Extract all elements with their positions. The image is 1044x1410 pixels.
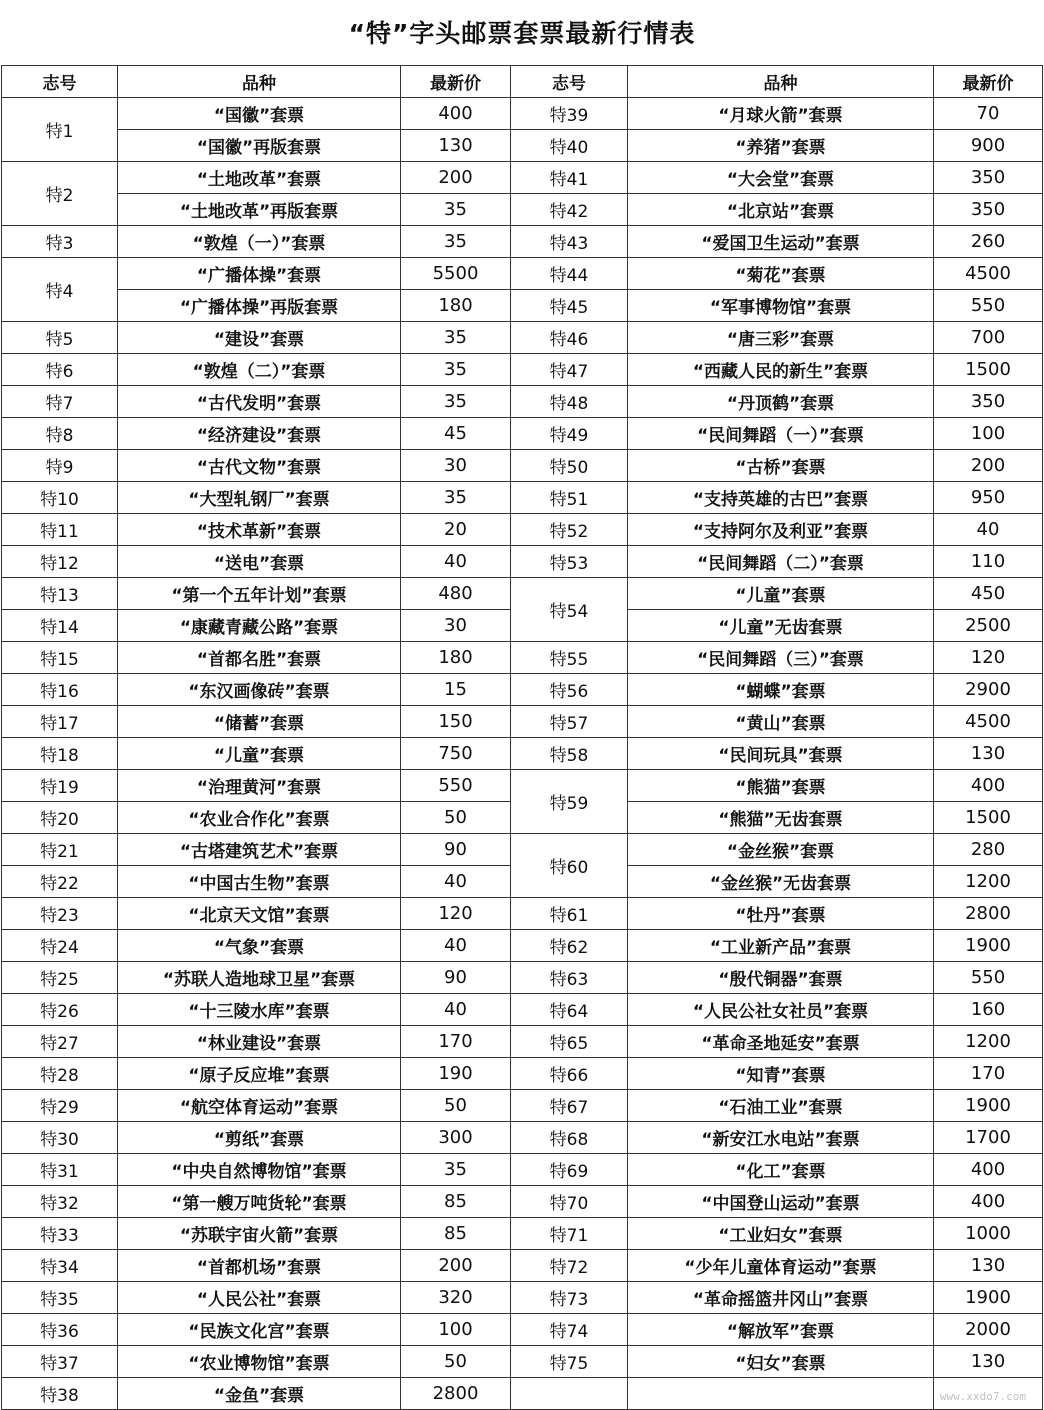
price-cell: 130	[401, 130, 511, 162]
stamp-name-cell: “北京天文馆”套票	[118, 898, 401, 930]
table-row	[2, 418, 1043, 450]
stamp-id-cell: 特66	[511, 1058, 628, 1090]
stamp-id-cell: 特55	[511, 642, 628, 674]
stamp-name-cell: “农业博物馆”套票	[118, 1346, 401, 1378]
stamp-id-cell: 特23	[2, 898, 118, 930]
stamp-id-cell: 特58	[511, 738, 628, 770]
stamp-id-cell: 特75	[511, 1346, 628, 1378]
price-cell: 350	[934, 194, 1043, 226]
stamp-id-cell: 特40	[511, 130, 628, 162]
price-cell: 120	[401, 898, 511, 930]
stamp-name-cell: “苏联人造地球卫星”套票	[118, 962, 401, 994]
stamp-name-cell: “解放军”套票	[628, 1314, 934, 1346]
stamp-name-cell: “蝴蝶”套票	[628, 674, 934, 706]
stamp-name-cell: “西藏人民的新生”套票	[628, 354, 934, 386]
stamp-name-cell: “敦煌（一）”套票	[118, 226, 401, 258]
price-cell: 1900	[934, 1282, 1043, 1314]
stamp-id-cell: 特65	[511, 1026, 628, 1058]
stamp-id-cell: 特33	[2, 1218, 118, 1250]
price-cell: 160	[934, 994, 1043, 1026]
price-cell: 130	[934, 738, 1043, 770]
stamp-name-cell: “广播体操”套票	[118, 258, 401, 290]
stamp-name-cell: “治理黄河”套票	[118, 770, 401, 802]
stamp-name-cell: “妇女”套票	[628, 1346, 934, 1378]
table-row	[2, 962, 1043, 994]
price-cell: 120	[934, 642, 1043, 674]
stamp-name-cell: “新安江水电站”套票	[628, 1122, 934, 1154]
stamp-name-cell: “革命圣地延安”套票	[628, 1026, 934, 1058]
header-id-right: 志号	[511, 66, 628, 98]
header-price-left: 最新价	[401, 66, 511, 98]
stamp-name-cell: “人民公社女社员”套票	[628, 994, 934, 1026]
table-row	[2, 898, 1043, 930]
stamp-id-cell: 特14	[2, 610, 118, 642]
stamp-name-cell: “支持阿尔及利亚”套票	[628, 514, 934, 546]
price-cell: 1200	[934, 1026, 1043, 1058]
price-cell: 70	[934, 98, 1043, 130]
table-row	[2, 194, 1043, 226]
price-cell: 40	[934, 514, 1043, 546]
price-cell: 1900	[934, 930, 1043, 962]
stamp-name-cell: “民间舞蹈（三）”套票	[628, 642, 934, 674]
price-cell: 35	[401, 386, 511, 418]
stamp-name-cell: “黄山”套票	[628, 706, 934, 738]
price-cell: 90	[401, 962, 511, 994]
stamp-id-cell: 特67	[511, 1090, 628, 1122]
price-cell: 20	[401, 514, 511, 546]
table-row	[2, 386, 1043, 418]
price-cell: 2000	[934, 1314, 1043, 1346]
stamp-name-cell: “民族文化宫”套票	[118, 1314, 401, 1346]
price-cell: 170	[401, 1026, 511, 1058]
stamp-id-cell: 特60	[511, 834, 628, 898]
price-cell: 350	[934, 162, 1043, 194]
price-cell: 1500	[934, 802, 1043, 834]
table-row	[2, 1282, 1043, 1314]
price-cell: 450	[934, 578, 1043, 610]
stamp-id-cell: 特61	[511, 898, 628, 930]
stamp-name-cell: “大会堂”套票	[628, 162, 934, 194]
table-row	[2, 1090, 1043, 1122]
stamp-id-cell: 特57	[511, 706, 628, 738]
table-row	[2, 834, 1043, 866]
stamp-name-cell: “金丝猴”无齿套票	[628, 866, 934, 898]
stamp-name-cell: “土地改革”套票	[118, 162, 401, 194]
stamp-id-cell: 特62	[511, 930, 628, 962]
table-row	[2, 738, 1043, 770]
stamp-name-cell: “送电”套票	[118, 546, 401, 578]
stamp-id-cell: 特20	[2, 802, 118, 834]
stamp-id-cell: 特51	[511, 482, 628, 514]
stamp-name-cell: “月球火箭”套票	[628, 98, 934, 130]
stamp-id-cell: 特64	[511, 994, 628, 1026]
table-row	[2, 994, 1043, 1026]
price-cell: 400	[401, 98, 511, 130]
stamp-id-cell: 特74	[511, 1314, 628, 1346]
header-row	[2, 66, 1043, 98]
price-cell: 45	[401, 418, 511, 450]
table-row	[2, 1122, 1043, 1154]
stamp-id-cell: 特49	[511, 418, 628, 450]
price-cell: 100	[401, 1314, 511, 1346]
price-cell: 400	[934, 770, 1043, 802]
stamp-name-cell: “广播体操”再版套票	[118, 290, 401, 322]
stamp-id-cell: 特30	[2, 1122, 118, 1154]
stamp-name-cell: “熊猫”套票	[628, 770, 934, 802]
table-row	[2, 1346, 1043, 1378]
table-row	[2, 98, 1043, 130]
stamp-name-cell: “中国登山运动”套票	[628, 1186, 934, 1218]
stamp-name-cell: “首都机场”套票	[118, 1250, 401, 1282]
table-row	[2, 1378, 1043, 1410]
stamp-name-cell: “儿童”套票	[118, 738, 401, 770]
price-cell: 200	[934, 450, 1043, 482]
stamp-name-cell: “支持英雄的古巴”套票	[628, 482, 934, 514]
price-cell: 35	[401, 322, 511, 354]
table-row	[2, 930, 1043, 962]
table-row	[2, 322, 1043, 354]
table-row	[2, 1026, 1043, 1058]
stamp-name-cell: “国徽”再版套票	[118, 130, 401, 162]
stamp-id-cell: 特46	[511, 322, 628, 354]
table-row	[2, 1218, 1043, 1250]
table-row	[2, 162, 1043, 194]
stamp-id-cell: 特52	[511, 514, 628, 546]
price-cell: 150	[401, 706, 511, 738]
stamp-id-cell: 特12	[2, 546, 118, 578]
stamp-id-cell: 特15	[2, 642, 118, 674]
table-row	[2, 578, 1043, 610]
table-row	[2, 706, 1043, 738]
table-row	[2, 514, 1043, 546]
price-cell: 35	[401, 194, 511, 226]
price-cell: 5500	[401, 258, 511, 290]
stamp-id-cell: 特21	[2, 834, 118, 866]
stamp-name-cell: “民间舞蹈（一）”套票	[628, 418, 934, 450]
price-cell: 170	[934, 1058, 1043, 1090]
stamp-name-cell: “牡丹”套票	[628, 898, 934, 930]
price-cell: 4500	[934, 258, 1043, 290]
price-cell: 300	[401, 1122, 511, 1154]
stamp-name-cell: “东汉画像砖”套票	[118, 674, 401, 706]
price-cell: 110	[934, 546, 1043, 578]
stamp-id-cell: 特24	[2, 930, 118, 962]
price-cell: 400	[934, 1154, 1043, 1186]
table-row	[2, 770, 1043, 802]
price-cell: 50	[401, 1090, 511, 1122]
stamp-name-cell: “菊花”套票	[628, 258, 934, 290]
price-cell: 1700	[934, 1122, 1043, 1154]
stamp-name-cell: “建设”套票	[118, 322, 401, 354]
stamp-name-cell: “敦煌（二）”套票	[118, 354, 401, 386]
stamp-id-cell: 特36	[2, 1314, 118, 1346]
stamp-id-cell: 特26	[2, 994, 118, 1026]
price-cell: 35	[401, 1154, 511, 1186]
stamp-id-cell: 特34	[2, 1250, 118, 1282]
table-row	[2, 1154, 1043, 1186]
stamp-id-cell: 特27	[2, 1026, 118, 1058]
stamp-id-cell: 特72	[511, 1250, 628, 1282]
price-cell: 1500	[934, 354, 1043, 386]
price-cell: 35	[401, 354, 511, 386]
price-cell: 40	[401, 930, 511, 962]
stamp-id-cell: 特5	[2, 322, 118, 354]
stamp-id-cell: 特50	[511, 450, 628, 482]
price-cell: 200	[401, 1250, 511, 1282]
table-row	[2, 1058, 1043, 1090]
price-cell: 750	[401, 738, 511, 770]
stamp-name-cell: “中央自然博物馆”套票	[118, 1154, 401, 1186]
price-cell: 35	[401, 482, 511, 514]
table-row	[2, 290, 1043, 322]
stamp-id-cell: 特48	[511, 386, 628, 418]
price-cell: 180	[401, 642, 511, 674]
price-cell: 900	[934, 130, 1043, 162]
stamp-id-cell: 特7	[2, 386, 118, 418]
stamp-name-cell: “民间舞蹈（二）”套票	[628, 546, 934, 578]
price-cell: 400	[934, 1186, 1043, 1218]
price-cell: 1200	[934, 866, 1043, 898]
price-cell: 1000	[934, 1218, 1043, 1250]
stamp-name-cell: “土地改革”再版套票	[118, 194, 401, 226]
stamp-id-cell: 特39	[511, 98, 628, 130]
stamp-id-cell: 特56	[511, 674, 628, 706]
price-cell: 480	[401, 578, 511, 610]
stamp-name-cell: “首都名胜”套票	[118, 642, 401, 674]
stamp-name-cell: “殷代铜器”套票	[628, 962, 934, 994]
stamp-id-cell: 特41	[511, 162, 628, 194]
stamp-name-cell: “农业合作化”套票	[118, 802, 401, 834]
page-title: “特”字头邮票套票最新行情表	[348, 19, 696, 48]
stamp-id-cell: 特44	[511, 258, 628, 290]
stamp-name-cell: “少年儿童体育运动”套票	[628, 1250, 934, 1282]
stamp-name-cell: “技术革新”套票	[118, 514, 401, 546]
price-cell: 40	[401, 994, 511, 1026]
stamp-name-cell: “丹顶鹤”套票	[628, 386, 934, 418]
stamp-id-cell: 特28	[2, 1058, 118, 1090]
price-cell: 85	[401, 1186, 511, 1218]
stamp-id-cell: 特47	[511, 354, 628, 386]
stamp-id-cell: 特32	[2, 1186, 118, 1218]
stamp-id-cell: 特38	[2, 1378, 118, 1410]
stamp-name-cell: “古代发明”套票	[118, 386, 401, 418]
price-cell: 2900	[934, 674, 1043, 706]
stamp-id-cell: 特18	[2, 738, 118, 770]
price-cell: 550	[401, 770, 511, 802]
stamp-name-cell: “金丝猴”套票	[628, 834, 934, 866]
stamp-name-cell: “十三陵水库”套票	[118, 994, 401, 1026]
empty-cell	[628, 1378, 934, 1410]
price-cell: 550	[934, 962, 1043, 994]
watermark: www.xxdo7.com	[939, 1390, 1026, 1403]
price-cell: 30	[401, 450, 511, 482]
stamp-id-cell: 特11	[2, 514, 118, 546]
stamp-id-cell: 特31	[2, 1154, 118, 1186]
stamp-name-cell: “林业建设”套票	[118, 1026, 401, 1058]
stamp-id-cell: 特69	[511, 1154, 628, 1186]
price-cell: 1900	[934, 1090, 1043, 1122]
price-cell: 35	[401, 226, 511, 258]
stamp-name-cell: “熊猫”无齿套票	[628, 802, 934, 834]
stamp-name-cell: “储蓄”套票	[118, 706, 401, 738]
stamp-id-cell: 特73	[511, 1282, 628, 1314]
price-cell: 2800	[401, 1378, 511, 1410]
table-row	[2, 1186, 1043, 1218]
price-cell: 190	[401, 1058, 511, 1090]
stamp-id-cell: 特54	[511, 578, 628, 642]
stamp-name-cell: “第一个五年计划”套票	[118, 578, 401, 610]
stamp-id-cell: 特42	[511, 194, 628, 226]
price-cell: 100	[934, 418, 1043, 450]
stamp-id-cell: 特8	[2, 418, 118, 450]
price-cell: 130	[934, 1250, 1043, 1282]
price-cell: 280	[934, 834, 1043, 866]
price-cell: 4500	[934, 706, 1043, 738]
header-price-right: 最新价	[934, 66, 1043, 98]
stamp-id-cell: 特59	[511, 770, 628, 834]
stamp-id-cell: 特4	[2, 258, 118, 322]
stamp-name-cell: “革命摇篮井冈山”套票	[628, 1282, 934, 1314]
stamp-name-cell: “养猪”套票	[628, 130, 934, 162]
price-cell: 15	[401, 674, 511, 706]
stamp-name-cell: “军事博物馆”套票	[628, 290, 934, 322]
table-row	[2, 258, 1043, 290]
price-cell: 2800	[934, 898, 1043, 930]
stamp-id-cell: 特70	[511, 1186, 628, 1218]
stamp-id-cell: 特17	[2, 706, 118, 738]
price-cell: 550	[934, 290, 1043, 322]
stamp-id-cell: 特6	[2, 354, 118, 386]
table-row	[2, 482, 1043, 514]
stamp-name-cell: “康藏青藏公路”套票	[118, 610, 401, 642]
stamp-id-cell: 特13	[2, 578, 118, 610]
stamp-name-cell: “儿童”无齿套票	[628, 610, 934, 642]
stamp-name-cell: “北京站”套票	[628, 194, 934, 226]
stamp-name-cell: “原子反应堆”套票	[118, 1058, 401, 1090]
stamp-id-cell: 特2	[2, 162, 118, 226]
header-id-left: 志号	[2, 66, 118, 98]
stamp-name-cell: “古桥”套票	[628, 450, 934, 482]
table-row	[2, 1250, 1043, 1282]
price-cell: 40	[401, 546, 511, 578]
price-cell: 30	[401, 610, 511, 642]
stamp-name-cell: “气象”套票	[118, 930, 401, 962]
stamp-id-cell: 特22	[2, 866, 118, 898]
stamp-name-cell: “知青”套票	[628, 1058, 934, 1090]
price-cell: 2500	[934, 610, 1043, 642]
stamp-name-cell: “国徽”套票	[118, 98, 401, 130]
stamp-name-cell: “苏联宇宙火箭”套票	[118, 1218, 401, 1250]
price-cell: 350	[934, 386, 1043, 418]
stamp-id-cell: 特1	[2, 98, 118, 162]
price-cell: 950	[934, 482, 1043, 514]
price-cell: 90	[401, 834, 511, 866]
stamp-id-cell: 特29	[2, 1090, 118, 1122]
table-row	[2, 642, 1043, 674]
table-row	[2, 1314, 1043, 1346]
stamp-name-cell: “工业妇女”套票	[628, 1218, 934, 1250]
price-cell: 85	[401, 1218, 511, 1250]
stamp-id-cell: 特71	[511, 1218, 628, 1250]
price-cell: 40	[401, 866, 511, 898]
stamp-id-cell: 特35	[2, 1282, 118, 1314]
price-cell: 700	[934, 322, 1043, 354]
price-cell: 260	[934, 226, 1043, 258]
stamp-id-cell: 特10	[2, 482, 118, 514]
table-row	[2, 130, 1043, 162]
stamp-name-cell: “大型轧钢厂”套票	[118, 482, 401, 514]
stamp-id-cell: 特19	[2, 770, 118, 802]
price-cell: 50	[401, 802, 511, 834]
table-row	[2, 674, 1043, 706]
table-row	[2, 450, 1043, 482]
stamp-name-cell: “化工”套票	[628, 1154, 934, 1186]
stamp-name-cell: “中国古生物”套票	[118, 866, 401, 898]
stamp-id-cell: 特43	[511, 226, 628, 258]
stamp-id-cell: 特53	[511, 546, 628, 578]
table-row	[2, 546, 1043, 578]
price-cell: 50	[401, 1346, 511, 1378]
stamp-name-cell: “唐三彩”套票	[628, 322, 934, 354]
table-body	[2, 98, 1043, 1410]
stamp-id-cell: 特37	[2, 1346, 118, 1378]
stamp-name-cell: “古代文物”套票	[118, 450, 401, 482]
header-name-left: 品种	[118, 66, 401, 98]
price-cell: 180	[401, 290, 511, 322]
table-row	[2, 226, 1043, 258]
empty-cell	[511, 1378, 628, 1410]
price-table	[1, 65, 1043, 1410]
stamp-id-cell: 特25	[2, 962, 118, 994]
stamp-name-cell: “人民公社”套票	[118, 1282, 401, 1314]
header-name-right: 品种	[628, 66, 934, 98]
stamp-id-cell: 特63	[511, 962, 628, 994]
stamp-name-cell: “工业新产品”套票	[628, 930, 934, 962]
stamp-name-cell: “航空体育运动”套票	[118, 1090, 401, 1122]
stamp-id-cell: 特16	[2, 674, 118, 706]
stamp-name-cell: “石油工业”套票	[628, 1090, 934, 1122]
stamp-name-cell: “剪纸”套票	[118, 1122, 401, 1154]
stamp-name-cell: “经济建设”套票	[118, 418, 401, 450]
stamp-id-cell: 特68	[511, 1122, 628, 1154]
price-cell: 130	[934, 1346, 1043, 1378]
stamp-name-cell: “爱国卫生运动”套票	[628, 226, 934, 258]
stamp-name-cell: “金鱼”套票	[118, 1378, 401, 1410]
price-cell: 200	[401, 162, 511, 194]
stamp-name-cell: “民间玩具”套票	[628, 738, 934, 770]
table-row	[2, 354, 1043, 386]
price-cell: 320	[401, 1282, 511, 1314]
stamp-name-cell: “第一艘万吨货轮”套票	[118, 1186, 401, 1218]
stamp-id-cell: 特3	[2, 226, 118, 258]
stamp-id-cell: 特9	[2, 450, 118, 482]
stamp-name-cell: “古塔建筑艺术”套票	[118, 834, 401, 866]
stamp-id-cell: 特45	[511, 290, 628, 322]
stamp-name-cell: “儿童”套票	[628, 578, 934, 610]
